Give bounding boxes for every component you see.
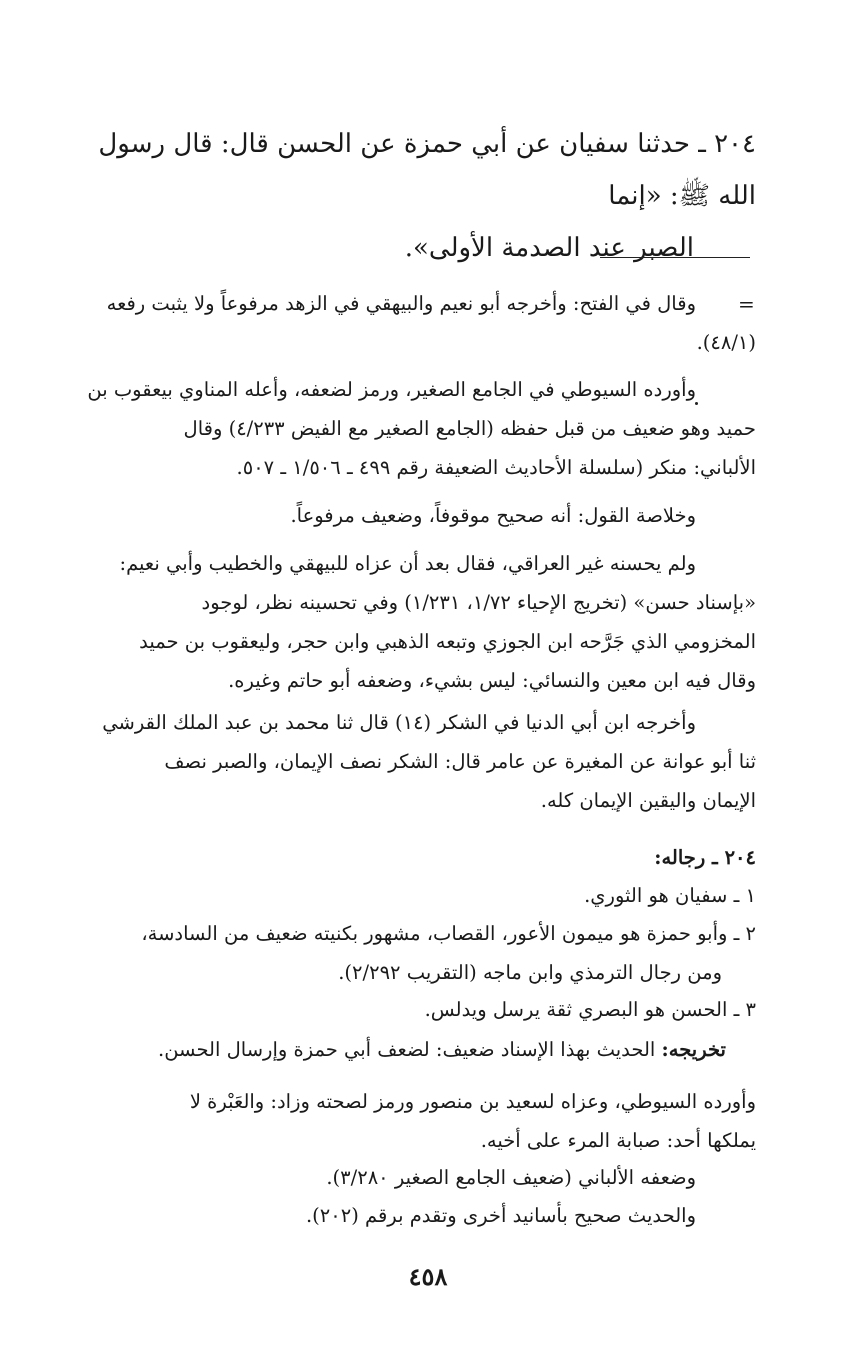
footnote-line: وقال في الفتح: وأخرجه أبو نعيم والبيهقي في الزهد مرفوعاً ولا يثبت رفعه	[106, 292, 696, 315]
continuation-mark: =	[738, 292, 755, 316]
albani-note: وضعفه الألباني (ضعيف الجامع الصغير ٣/٢٨٠).	[326, 1166, 696, 1189]
suyuti-line-2: يملكها أحد: صبابة المرء على أخيه.	[480, 1129, 756, 1152]
takhrij-label: تخريجه:	[661, 1038, 726, 1061]
footnote-line: ثنا أبو عوانة عن المغيرة عن عامر قال: الشكر نصف الإيمان، والصبر نصف	[164, 750, 756, 773]
footnote-paragraph-4	[56, 544, 756, 700]
hadith-line-1: ٢٠٤ ـ حدثنا سفيان عن أبي حمزة عن الحسن قال: قال رسول الله ﷺ: «إنما	[98, 129, 756, 211]
suyuti-note: وأورده السيوطي، وعزاه لسعيد بن منصور ورمز لصحته وزاد: والعَبْرة لا يملكها أحد: صبابة المرء على أخيه.	[56, 1082, 756, 1160]
footnote-paragraph-1	[56, 284, 756, 362]
footnote-line: المخزومي الذي جَرَّحه ابن الجوزي وتبعه الذهبي وابن حجر، وليعقوب بن حميد	[139, 630, 756, 653]
footnote-paragraph-2	[56, 370, 756, 487]
footnote-paragraph-3	[56, 496, 756, 535]
footnote-line: وقال فيه ابن معين والنسائي: ليس بشيء، وضعفه أبو حاتم وغيره.	[228, 669, 756, 692]
takhrij	[56, 1030, 756, 1069]
footnote-line: وأورده السيوطي في الجامع الصغير، ورمز لضعفه، وأعله المناوي بيعقوب بن	[87, 378, 696, 401]
narrator-line: ومن رجال الترمذي وابن ماجه (التقريب ٢/٢٩٢).	[338, 961, 722, 984]
footnote-line: الألباني: منكر (سلسلة الأحاديث الضعيفة رقم ٤٩٩ ـ ١/٥٠٦ ـ ٥٠٧.	[236, 456, 756, 479]
footnote-line: (٤٨/١).	[696, 331, 756, 354]
footnote-line: الإيمان واليقين الإيمان كله.	[540, 789, 756, 812]
footnote-paragraph-5	[56, 703, 756, 820]
page-number: ٤٥٨	[408, 1262, 448, 1291]
narrator-1: ١ ـ سفيان هو الثوري.	[584, 884, 756, 907]
narrator-line: ٢ ـ وأبو حمزة هو ميمون الأعور، القصاب، مشهور بكنيته ضعيف من السادسة،	[141, 922, 756, 945]
footnote-line: «بإسناد حسن» (تخريج الإحياء ١/٧٢، ١/٢٣١) وفي تحسينه نظر، لوجود	[201, 591, 756, 614]
hadith-line-2: الصبر عند الصدمة الأولى».	[404, 233, 694, 263]
hadith-text	[56, 118, 756, 274]
footnote-line: وأخرجه ابن أبي الدنيا في الشكر (١٤) قال ثنا محمد بن عبد الملك القرشي	[102, 711, 696, 734]
final-note: والحديث صحيح بأسانيد أخرى وتقدم برقم (٢٠٢).	[305, 1204, 696, 1227]
narrators-heading: ٢٠٤ ـ رجاله:	[654, 846, 756, 869]
narrator-3: ٣ ـ الحسن هو البصري ثقة يرسل ويدلس.	[424, 998, 756, 1021]
footnote-line: حميد وهو ضعيف من قبل حفظه (الجامع الصغير مع الفيض ٤/٢٣٣) وقال	[183, 417, 756, 440]
footnote-line: وخلاصة القول: أنه صحيح موقوفاً، وضعيف مرفوعاً.	[290, 504, 696, 527]
footnote-divider	[600, 257, 750, 258]
footnote-line: ولم يحسنه غير العراقي، فقال بعد أن عزاه للبيهقي والخطيب وأبي نعيم:	[119, 552, 696, 575]
takhrij-text: الحديث بهذا الإسناد ضعيف: لضعف أبي حمزة وإرسال الحسن.	[158, 1038, 662, 1061]
narrator-2	[56, 914, 756, 992]
